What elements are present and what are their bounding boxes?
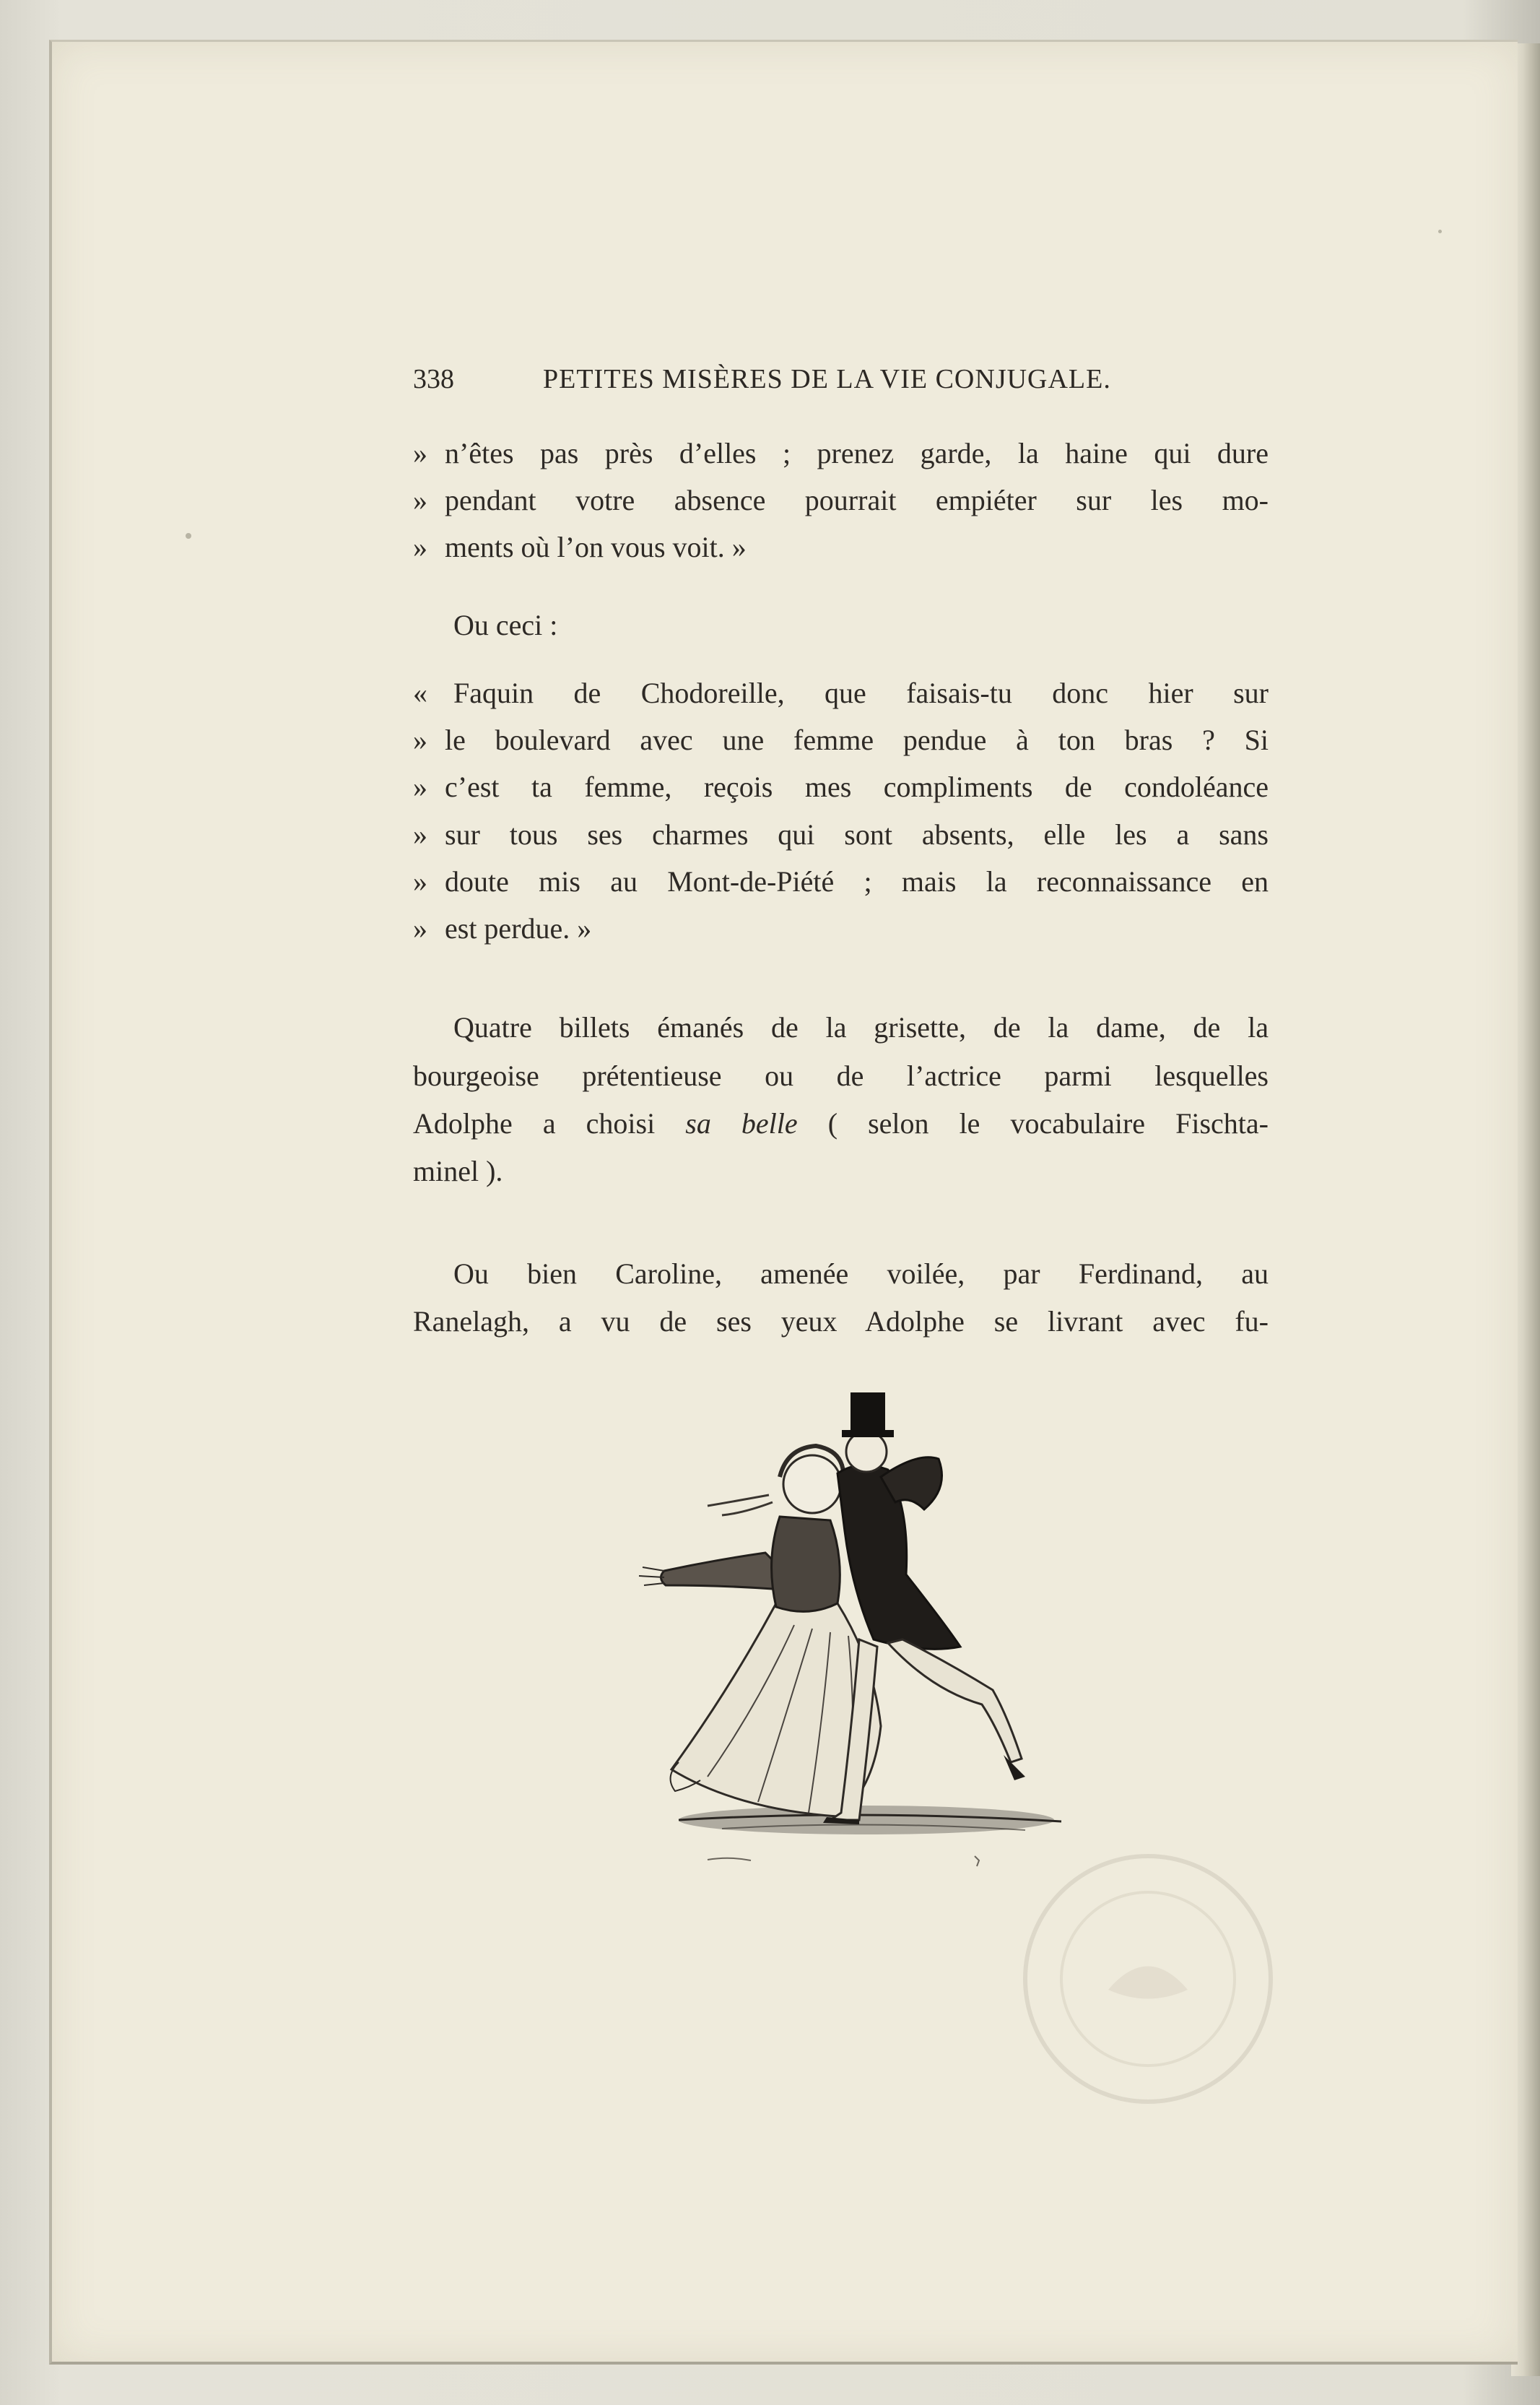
- line-text: ments où l’on vous voit. »: [445, 531, 747, 563]
- page-number: 338: [413, 364, 454, 394]
- line-text: bourgeoise prétentieuse ou de l’actrice parmi lesquelles: [413, 1060, 1269, 1092]
- text-line: [413, 1056, 1269, 1096]
- dancing-couple-illustration: [621, 1387, 1097, 1885]
- text-line: [413, 1151, 1269, 1192]
- line-text: ( selon le vocabulaire Fischta-: [827, 1107, 1269, 1140]
- line-text: Ranelagh, a vu de ses yeux Adolphe se livrant avec fu-: [413, 1305, 1269, 1338]
- running-title: PETITES MISÈRES DE LA VIE CONJUGALE.: [543, 364, 1111, 394]
- guillemet: »: [413, 724, 427, 756]
- text-line: [453, 1254, 1269, 1294]
- line-text: Quatre billets émanés de la grisette, de la dame, de la: [453, 1011, 1269, 1044]
- text-line: [413, 767, 1269, 807]
- text-line: [413, 1301, 1269, 1342]
- line-text: Adolphe a choisi: [413, 1107, 656, 1140]
- line-text: Ou bien Caroline, amenée voilée, par Ferdinand, au: [453, 1257, 1269, 1290]
- line-text: minel ).: [413, 1155, 503, 1187]
- line-text: le boulevard avec une femme pendue à ton bras ? Si: [445, 724, 1269, 756]
- text-line: [413, 433, 1269, 474]
- guillemet: »: [413, 818, 427, 851]
- text-line: [413, 862, 1269, 902]
- line-text: Faquin de Chodoreille, que faisais-tu donc hier sur: [453, 677, 1269, 709]
- text-line: [413, 1104, 1269, 1144]
- line-text: n’êtes pas près d’elles ; prenez garde, la haine qui dure: [445, 437, 1269, 469]
- guillemet: »: [413, 912, 427, 945]
- text-line: [413, 720, 1269, 760]
- guillemet: »: [413, 531, 427, 563]
- line-text: Ou ceci :: [453, 609, 558, 641]
- running-header: [413, 363, 1269, 407]
- paper-speck: [186, 533, 191, 539]
- text-line: [453, 1008, 1269, 1048]
- line-text: est perdue. »: [445, 912, 592, 945]
- text-line: [413, 909, 1269, 949]
- guillemet: »: [413, 771, 427, 803]
- guillemet: »: [413, 484, 427, 516]
- paper-speck: [1438, 230, 1442, 233]
- line-text: pendant votre absence pourrait empiéter sur les mo-: [445, 484, 1269, 516]
- text-line: « Faquin de Chodoreille, que faisais-tu donc hier sur: [413, 677, 1269, 709]
- library-stamp: [1011, 1842, 1285, 2116]
- italic-text: sa belle: [685, 1107, 798, 1140]
- text-line: [413, 815, 1269, 855]
- guillemet: »: [413, 437, 427, 469]
- text-line: [413, 480, 1269, 521]
- line-text: c’est ta femme, reçois mes compliments de condoléance: [445, 771, 1269, 803]
- text-line: [413, 527, 1269, 568]
- guillemet: »: [413, 865, 427, 898]
- line-text: doute mis au Mont-de-Piété ; mais la reconnaissance en: [445, 865, 1269, 898]
- line-text: sur tous ses charmes qui sont absents, elle les a sans: [445, 818, 1269, 851]
- text-line: [453, 605, 1269, 646]
